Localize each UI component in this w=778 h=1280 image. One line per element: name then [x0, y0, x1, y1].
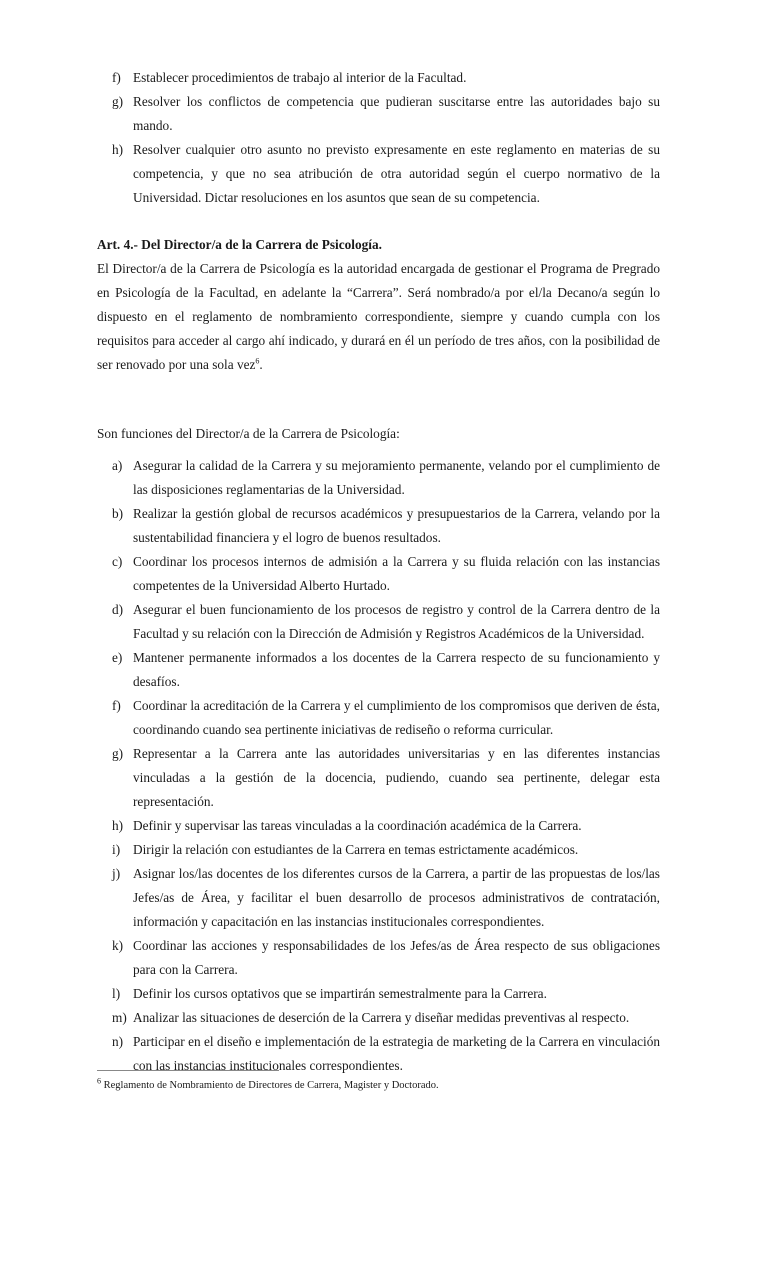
item-text: Dirigir la relación con estudiantes de la Carrera en temas estrictamente académicos. — [133, 842, 579, 857]
item-text: Coordinar la acreditación de la Carrera y el cumplimiento de los compromisos que deriven de ésta, coordinando cuando sea pertinente iniciativas de rediseño o reforma curricular. — [133, 698, 660, 737]
list-item — [97, 66, 660, 90]
item-text: Asegurar el buen funcionamiento de los procesos de registro y control de la Carrera dentro de la Facultad y su relación con la Dirección de Admisión y Registros Académicos de la Universidad. — [133, 602, 660, 641]
list-item — [97, 598, 660, 646]
item-text: Coordinar las acciones y responsabilidades de los Jefes/as de Área respecto de sus obligaciones para con la Carrera. — [133, 938, 660, 977]
article-heading: Art. 4.- Del Director/a de la Carrera de Psicología. — [97, 237, 382, 252]
item-label: h) — [112, 818, 124, 833]
paragraph-end: . — [259, 357, 263, 372]
item-label: j) — [112, 866, 121, 881]
item-text: Resolver los conflictos de competencia que pudieran suscitarse entre las autoridades bajo su mando. — [133, 94, 660, 133]
list-item — [97, 814, 660, 838]
item-text: Mantener permanente informados a los docentes de la Carrera respecto de su funcionamiento y desafíos. — [133, 650, 660, 689]
footnote-text: Reglamento de Nombramiento de Directores de Carrera, Magister y Doctorado. — [103, 1080, 439, 1091]
top-list — [97, 66, 660, 210]
list-item — [97, 454, 660, 502]
functions-list — [97, 454, 660, 1078]
item-label: d) — [112, 602, 124, 617]
item-text: Coordinar los procesos internos de admisión a la Carrera y su fluida relación con las instancias competentes de la Universidad Alberto Hurtado. — [133, 554, 660, 593]
item-label: k) — [112, 938, 124, 953]
item-label: h) — [112, 142, 124, 157]
list-item — [97, 982, 660, 1006]
item-label: c) — [112, 554, 123, 569]
item-text: Participar en el diseño e implementación de la estrategia de marketing de la Carrera en vinculación con las instancias institucionales correspondientes. — [133, 1034, 660, 1073]
list-item — [97, 138, 660, 210]
item-text: Definir los cursos optativos que se impartirán semestralmente para la Carrera. — [133, 986, 547, 1001]
item-label: n) — [112, 1034, 124, 1049]
footnote — [97, 1078, 439, 1094]
item-text: Asegurar la calidad de la Carrera y su mejoramiento permanente, velando por el cumplimiento de las disposiciones reglamentarias de la Universidad. — [133, 458, 660, 497]
item-text: Establecer procedimientos de trabajo al interior de la Facultad. — [133, 70, 467, 85]
list-item — [97, 502, 660, 550]
list-item — [97, 1006, 660, 1030]
item-label: f) — [112, 70, 121, 85]
list-item — [97, 934, 660, 982]
list-item — [97, 742, 660, 814]
article-paragraph — [97, 257, 660, 377]
item-label: g) — [112, 94, 124, 109]
item-text: Representar a la Carrera ante las autoridades universitarias y en las diferentes instancias vinculadas a la gestión de la docencia, pudiendo, cuando sea pertinente, delegar esta representación. — [133, 746, 660, 809]
paragraph-text: El Director/a de la Carrera de Psicología es la autoridad encargada de gestionar el Programa de Pregrado en Psicología de la Facultad, en adelante la “Carrera”. Será nombrado/a por el/la Decano/a según lo dispuesto en el reglamento de nombramiento correspondiente, siempre y cuando cumpla con los requisitos para acceder al cargo ahí indicado, y durará en él un período de tres años, con la posibilidad de ser renovado por una sola vez — [97, 261, 660, 372]
list-item — [97, 862, 660, 934]
footnote-divider — [97, 1070, 279, 1071]
page-content — [97, 66, 660, 1078]
item-label: m) — [112, 1010, 127, 1025]
item-label: b) — [112, 506, 124, 521]
list-item — [97, 694, 660, 742]
item-text: Asignar los/las docentes de los diferentes cursos de la Carrera, a partir de las propuestas de los/las Jefes/as de Área, y facilitar el buen desarrollo de procesos administrativos de contratación, información y capacitación en las instancias institucionales correspondientes. — [133, 866, 660, 929]
item-label: l) — [112, 986, 121, 1001]
list-item — [97, 838, 660, 862]
item-label: a) — [112, 458, 123, 473]
item-text: Realizar la gestión global de recursos académicos y presupuestarios de la Carrera, velando por la sustentabilidad financiera y el logro de buenos resultados. — [133, 506, 660, 545]
item-text: Definir y supervisar las tareas vinculadas a la coordinación académica de la Carrera. — [133, 818, 582, 833]
footnote-ref[interactable]: 6 — [255, 356, 260, 366]
item-text: Resolver cualquier otro asunto no previsto expresamente en este reglamento en materias de su competencia, y que no sea atribución de otra autoridad según el cuerpo normativo de la Universidad. Dictar resoluciones en los asuntos que sean de su competencia. — [133, 142, 660, 205]
footnote-number: 6 — [97, 1076, 101, 1086]
functions-intro: Son funciones del Director/a de la Carrera de Psicología: — [97, 426, 400, 441]
item-label: f) — [112, 698, 121, 713]
list-item — [97, 90, 660, 138]
item-label: e) — [112, 650, 123, 665]
item-label: i) — [112, 842, 121, 857]
item-label: g) — [112, 746, 124, 761]
list-item — [97, 550, 660, 598]
list-item — [97, 646, 660, 694]
item-text: Analizar las situaciones de deserción de la Carrera y diseñar medidas preventivas al respecto. — [133, 1010, 630, 1025]
